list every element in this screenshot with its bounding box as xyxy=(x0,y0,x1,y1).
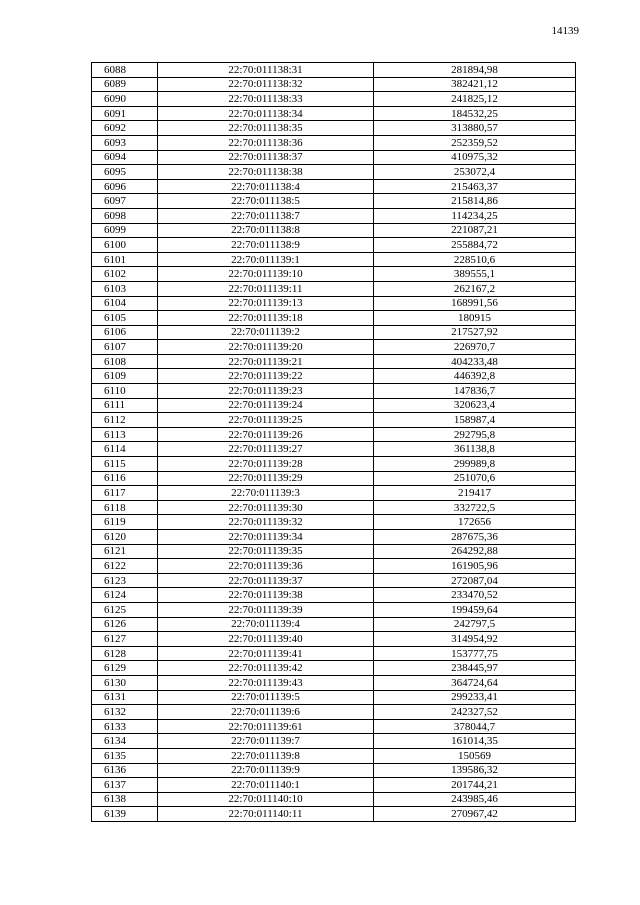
cadastral-value-cell: 272087,04 xyxy=(374,573,576,588)
cadastral-number-cell: 22:70:011139:23 xyxy=(158,384,374,399)
cadastral-number-cell: 22:70:011139:61 xyxy=(158,719,374,734)
cadastral-value-cell: 292795,8 xyxy=(374,427,576,442)
row-number-cell: 6111 xyxy=(92,398,158,413)
row-number-cell: 6124 xyxy=(92,588,158,603)
table-row xyxy=(92,530,576,545)
row-number-cell: 6107 xyxy=(92,340,158,355)
cadastral-value-cell: 364724,64 xyxy=(374,675,576,690)
row-number-cell: 6099 xyxy=(92,223,158,238)
table-row xyxy=(92,690,576,705)
table-row xyxy=(92,194,576,209)
cadastral-value-cell: 382421,12 xyxy=(374,77,576,92)
cadastral-number-cell: 22:70:011139:18 xyxy=(158,311,374,326)
cadastral-number-cell: 22:70:011139:22 xyxy=(158,369,374,384)
table-row xyxy=(92,778,576,793)
cadastral-value-cell: 253072,4 xyxy=(374,165,576,180)
row-number-cell: 6136 xyxy=(92,763,158,778)
cadastral-number-cell: 22:70:011139:41 xyxy=(158,646,374,661)
row-number-cell: 6125 xyxy=(92,602,158,617)
row-number-cell: 6129 xyxy=(92,661,158,676)
row-number-cell: 6113 xyxy=(92,427,158,442)
cadastral-value-cell: 161905,96 xyxy=(374,559,576,574)
cadastral-number-cell: 22:70:011139:26 xyxy=(158,427,374,442)
row-number-cell: 6102 xyxy=(92,267,158,282)
row-number-cell: 6121 xyxy=(92,544,158,559)
table-row xyxy=(92,457,576,472)
row-number-cell: 6091 xyxy=(92,106,158,121)
cadastral-number-cell: 22:70:011138:7 xyxy=(158,208,374,223)
row-number-cell: 6095 xyxy=(92,165,158,180)
row-number-cell: 6114 xyxy=(92,442,158,457)
table-row xyxy=(92,92,576,107)
table-body xyxy=(92,63,576,822)
cadastral-number-cell: 22:70:011139:34 xyxy=(158,530,374,545)
row-number-cell: 6093 xyxy=(92,135,158,150)
cadastral-value-cell: 446392,8 xyxy=(374,369,576,384)
cadastral-number-cell: 22:70:011139:27 xyxy=(158,442,374,457)
cadastral-value-cell: 233470,52 xyxy=(374,588,576,603)
cadastral-number-cell: 22:70:011139:38 xyxy=(158,588,374,603)
table-row xyxy=(92,384,576,399)
row-number-cell: 6128 xyxy=(92,646,158,661)
cadastral-number-cell: 22:70:011139:29 xyxy=(158,471,374,486)
cadastral-number-cell: 22:70:011139:37 xyxy=(158,573,374,588)
table-row xyxy=(92,135,576,150)
table-row xyxy=(92,179,576,194)
row-number-cell: 6096 xyxy=(92,179,158,194)
cadastral-value-cell: 389555,1 xyxy=(374,267,576,282)
cadastral-value-cell: 161014,35 xyxy=(374,734,576,749)
cadastral-number-cell: 22:70:011138:34 xyxy=(158,106,374,121)
table-row xyxy=(92,354,576,369)
row-number-cell: 6098 xyxy=(92,208,158,223)
table-row xyxy=(92,632,576,647)
cadastral-number-cell: 22:70:011138:31 xyxy=(158,63,374,78)
cadastral-number-cell: 22:70:011139:8 xyxy=(158,748,374,763)
cadastral-value-cell: 180915 xyxy=(374,311,576,326)
cadastral-number-cell: 22:70:011138:8 xyxy=(158,223,374,238)
table-row xyxy=(92,515,576,530)
cadastral-number-cell: 22:70:011140:1 xyxy=(158,778,374,793)
cadastral-value-cell: 199459,64 xyxy=(374,602,576,617)
cadastral-number-cell: 22:70:011138:5 xyxy=(158,194,374,209)
cadastral-number-cell: 22:70:011138:33 xyxy=(158,92,374,107)
table-row xyxy=(92,223,576,238)
cadastral-number-cell: 22:70:011139:43 xyxy=(158,675,374,690)
row-number-cell: 6101 xyxy=(92,252,158,267)
table-row xyxy=(92,150,576,165)
table-row xyxy=(92,369,576,384)
cadastral-number-cell: 22:70:011139:20 xyxy=(158,340,374,355)
row-number-cell: 6133 xyxy=(92,719,158,734)
row-number-cell: 6116 xyxy=(92,471,158,486)
table-row xyxy=(92,63,576,78)
cadastral-number-cell: 22:70:011140:10 xyxy=(158,792,374,807)
table-row xyxy=(92,734,576,749)
cadastral-number-cell: 22:70:011139:36 xyxy=(158,559,374,574)
table-row xyxy=(92,238,576,253)
table-row xyxy=(92,792,576,807)
cadastral-number-cell: 22:70:011139:13 xyxy=(158,296,374,311)
cadastral-value-cell: 219417 xyxy=(374,486,576,501)
page-number: 14139 xyxy=(551,25,579,37)
cadastral-value-cell: 252359,52 xyxy=(374,135,576,150)
cadastral-value-cell: 158987,4 xyxy=(374,413,576,428)
row-number-cell: 6088 xyxy=(92,63,158,78)
table-row xyxy=(92,311,576,326)
table-row xyxy=(92,719,576,734)
cadastral-value-cell: 332722,5 xyxy=(374,500,576,515)
cadastral-number-cell: 22:70:011139:32 xyxy=(158,515,374,530)
table-row xyxy=(92,588,576,603)
row-number-cell: 6109 xyxy=(92,369,158,384)
cadastral-number-cell: 22:70:011139:3 xyxy=(158,486,374,501)
cadastral-value-cell: 281894,98 xyxy=(374,63,576,78)
cadastral-value-table xyxy=(91,62,576,822)
cadastral-value-cell: 299989,8 xyxy=(374,457,576,472)
cadastral-value-cell: 168991,56 xyxy=(374,296,576,311)
table-row xyxy=(92,617,576,632)
table-row xyxy=(92,486,576,501)
cadastral-value-cell: 238445,97 xyxy=(374,661,576,676)
cadastral-value-cell: 228510,6 xyxy=(374,252,576,267)
cadastral-value-cell: 262167,2 xyxy=(374,281,576,296)
row-number-cell: 6108 xyxy=(92,354,158,369)
cadastral-number-cell: 22:70:011138:9 xyxy=(158,238,374,253)
cadastral-value-cell: 221087,21 xyxy=(374,223,576,238)
cadastral-number-cell: 22:70:011139:30 xyxy=(158,500,374,515)
row-number-cell: 6134 xyxy=(92,734,158,749)
cadastral-value-cell: 114234,25 xyxy=(374,208,576,223)
cadastral-value-cell: 314954,92 xyxy=(374,632,576,647)
cadastral-value-cell: 139586,32 xyxy=(374,763,576,778)
row-number-cell: 6139 xyxy=(92,807,158,822)
table-row xyxy=(92,427,576,442)
row-number-cell: 6135 xyxy=(92,748,158,763)
table-row xyxy=(92,705,576,720)
row-number-cell: 6090 xyxy=(92,92,158,107)
cadastral-value-cell: 410975,32 xyxy=(374,150,576,165)
cadastral-value-cell: 320623,4 xyxy=(374,398,576,413)
row-number-cell: 6132 xyxy=(92,705,158,720)
table-row xyxy=(92,398,576,413)
row-number-cell: 6122 xyxy=(92,559,158,574)
cadastral-value-cell: 251070,6 xyxy=(374,471,576,486)
cadastral-value-cell: 150569 xyxy=(374,748,576,763)
table-row xyxy=(92,121,576,136)
row-number-cell: 6100 xyxy=(92,238,158,253)
table-row xyxy=(92,471,576,486)
row-number-cell: 6119 xyxy=(92,515,158,530)
cadastral-value-cell: 299233,41 xyxy=(374,690,576,705)
table-row xyxy=(92,763,576,778)
table-row xyxy=(92,661,576,676)
cadastral-number-cell: 22:70:011138:38 xyxy=(158,165,374,180)
row-number-cell: 6104 xyxy=(92,296,158,311)
table-row xyxy=(92,807,576,822)
cadastral-number-cell: 22:70:011138:32 xyxy=(158,77,374,92)
row-number-cell: 6131 xyxy=(92,690,158,705)
row-number-cell: 6094 xyxy=(92,150,158,165)
cadastral-number-cell: 22:70:011139:2 xyxy=(158,325,374,340)
cadastral-value-cell: 215463,37 xyxy=(374,179,576,194)
cadastral-value-cell: 201744,21 xyxy=(374,778,576,793)
row-number-cell: 6103 xyxy=(92,281,158,296)
row-number-cell: 6127 xyxy=(92,632,158,647)
row-number-cell: 6092 xyxy=(92,121,158,136)
cadastral-value-cell: 226970,7 xyxy=(374,340,576,355)
cadastral-value-cell: 242797,5 xyxy=(374,617,576,632)
cadastral-number-cell: 22:70:011139:40 xyxy=(158,632,374,647)
cadastral-number-cell: 22:70:011139:4 xyxy=(158,617,374,632)
table-row xyxy=(92,602,576,617)
cadastral-value-cell: 264292,88 xyxy=(374,544,576,559)
cadastral-number-cell: 22:70:011138:37 xyxy=(158,150,374,165)
cadastral-number-cell: 22:70:011139:24 xyxy=(158,398,374,413)
cadastral-number-cell: 22:70:011138:35 xyxy=(158,121,374,136)
cadastral-number-cell: 22:70:011139:42 xyxy=(158,661,374,676)
table-row xyxy=(92,646,576,661)
cadastral-number-cell: 22:70:011139:6 xyxy=(158,705,374,720)
cadastral-number-cell: 22:70:011139:28 xyxy=(158,457,374,472)
cadastral-number-cell: 22:70:011138:4 xyxy=(158,179,374,194)
table-row xyxy=(92,442,576,457)
table-row xyxy=(92,340,576,355)
table-row xyxy=(92,413,576,428)
table-row xyxy=(92,325,576,340)
cadastral-value-cell: 270967,42 xyxy=(374,807,576,822)
table-row xyxy=(92,544,576,559)
row-number-cell: 6106 xyxy=(92,325,158,340)
cadastral-number-cell: 22:70:011139:11 xyxy=(158,281,374,296)
table-row xyxy=(92,500,576,515)
row-number-cell: 6112 xyxy=(92,413,158,428)
row-number-cell: 6105 xyxy=(92,311,158,326)
table-row xyxy=(92,296,576,311)
row-number-cell: 6126 xyxy=(92,617,158,632)
cadastral-number-cell: 22:70:011139:9 xyxy=(158,763,374,778)
cadastral-number-cell: 22:70:011139:21 xyxy=(158,354,374,369)
table-row xyxy=(92,573,576,588)
cadastral-number-cell: 22:70:011139:35 xyxy=(158,544,374,559)
cadastral-value-cell: 287675,36 xyxy=(374,530,576,545)
row-number-cell: 6115 xyxy=(92,457,158,472)
cadastral-value-cell: 184532,25 xyxy=(374,106,576,121)
table-row xyxy=(92,106,576,121)
row-number-cell: 6118 xyxy=(92,500,158,515)
cadastral-value-cell: 361138,8 xyxy=(374,442,576,457)
row-number-cell: 6130 xyxy=(92,675,158,690)
row-number-cell: 6120 xyxy=(92,530,158,545)
table-row xyxy=(92,252,576,267)
table-row xyxy=(92,267,576,282)
cadastral-value-cell: 255884,72 xyxy=(374,238,576,253)
row-number-cell: 6137 xyxy=(92,778,158,793)
cadastral-number-cell: 22:70:011138:36 xyxy=(158,135,374,150)
row-number-cell: 6110 xyxy=(92,384,158,399)
row-number-cell: 6123 xyxy=(92,573,158,588)
table-row xyxy=(92,77,576,92)
table-row xyxy=(92,748,576,763)
cadastral-value-cell: 153777,75 xyxy=(374,646,576,661)
cadastral-value-cell: 172656 xyxy=(374,515,576,530)
cadastral-value-cell: 241825,12 xyxy=(374,92,576,107)
table-row xyxy=(92,208,576,223)
table-row xyxy=(92,281,576,296)
cadastral-number-cell: 22:70:011139:5 xyxy=(158,690,374,705)
cadastral-number-cell: 22:70:011139:10 xyxy=(158,267,374,282)
cadastral-value-cell: 243985,46 xyxy=(374,792,576,807)
cadastral-value-cell: 404233,48 xyxy=(374,354,576,369)
cadastral-value-cell: 147836,7 xyxy=(374,384,576,399)
cadastral-number-cell: 22:70:011139:1 xyxy=(158,252,374,267)
row-number-cell: 6097 xyxy=(92,194,158,209)
table-row xyxy=(92,165,576,180)
cadastral-number-cell: 22:70:011140:11 xyxy=(158,807,374,822)
row-number-cell: 6089 xyxy=(92,77,158,92)
cadastral-value-cell: 215814,86 xyxy=(374,194,576,209)
row-number-cell: 6138 xyxy=(92,792,158,807)
row-number-cell: 6117 xyxy=(92,486,158,501)
cadastral-number-cell: 22:70:011139:39 xyxy=(158,602,374,617)
cadastral-number-cell: 22:70:011139:25 xyxy=(158,413,374,428)
table-row xyxy=(92,675,576,690)
cadastral-value-cell: 378044,7 xyxy=(374,719,576,734)
cadastral-value-cell: 242327,52 xyxy=(374,705,576,720)
table-row xyxy=(92,559,576,574)
cadastral-value-cell: 313880,57 xyxy=(374,121,576,136)
cadastral-number-cell: 22:70:011139:7 xyxy=(158,734,374,749)
cadastral-value-cell: 217527,92 xyxy=(374,325,576,340)
